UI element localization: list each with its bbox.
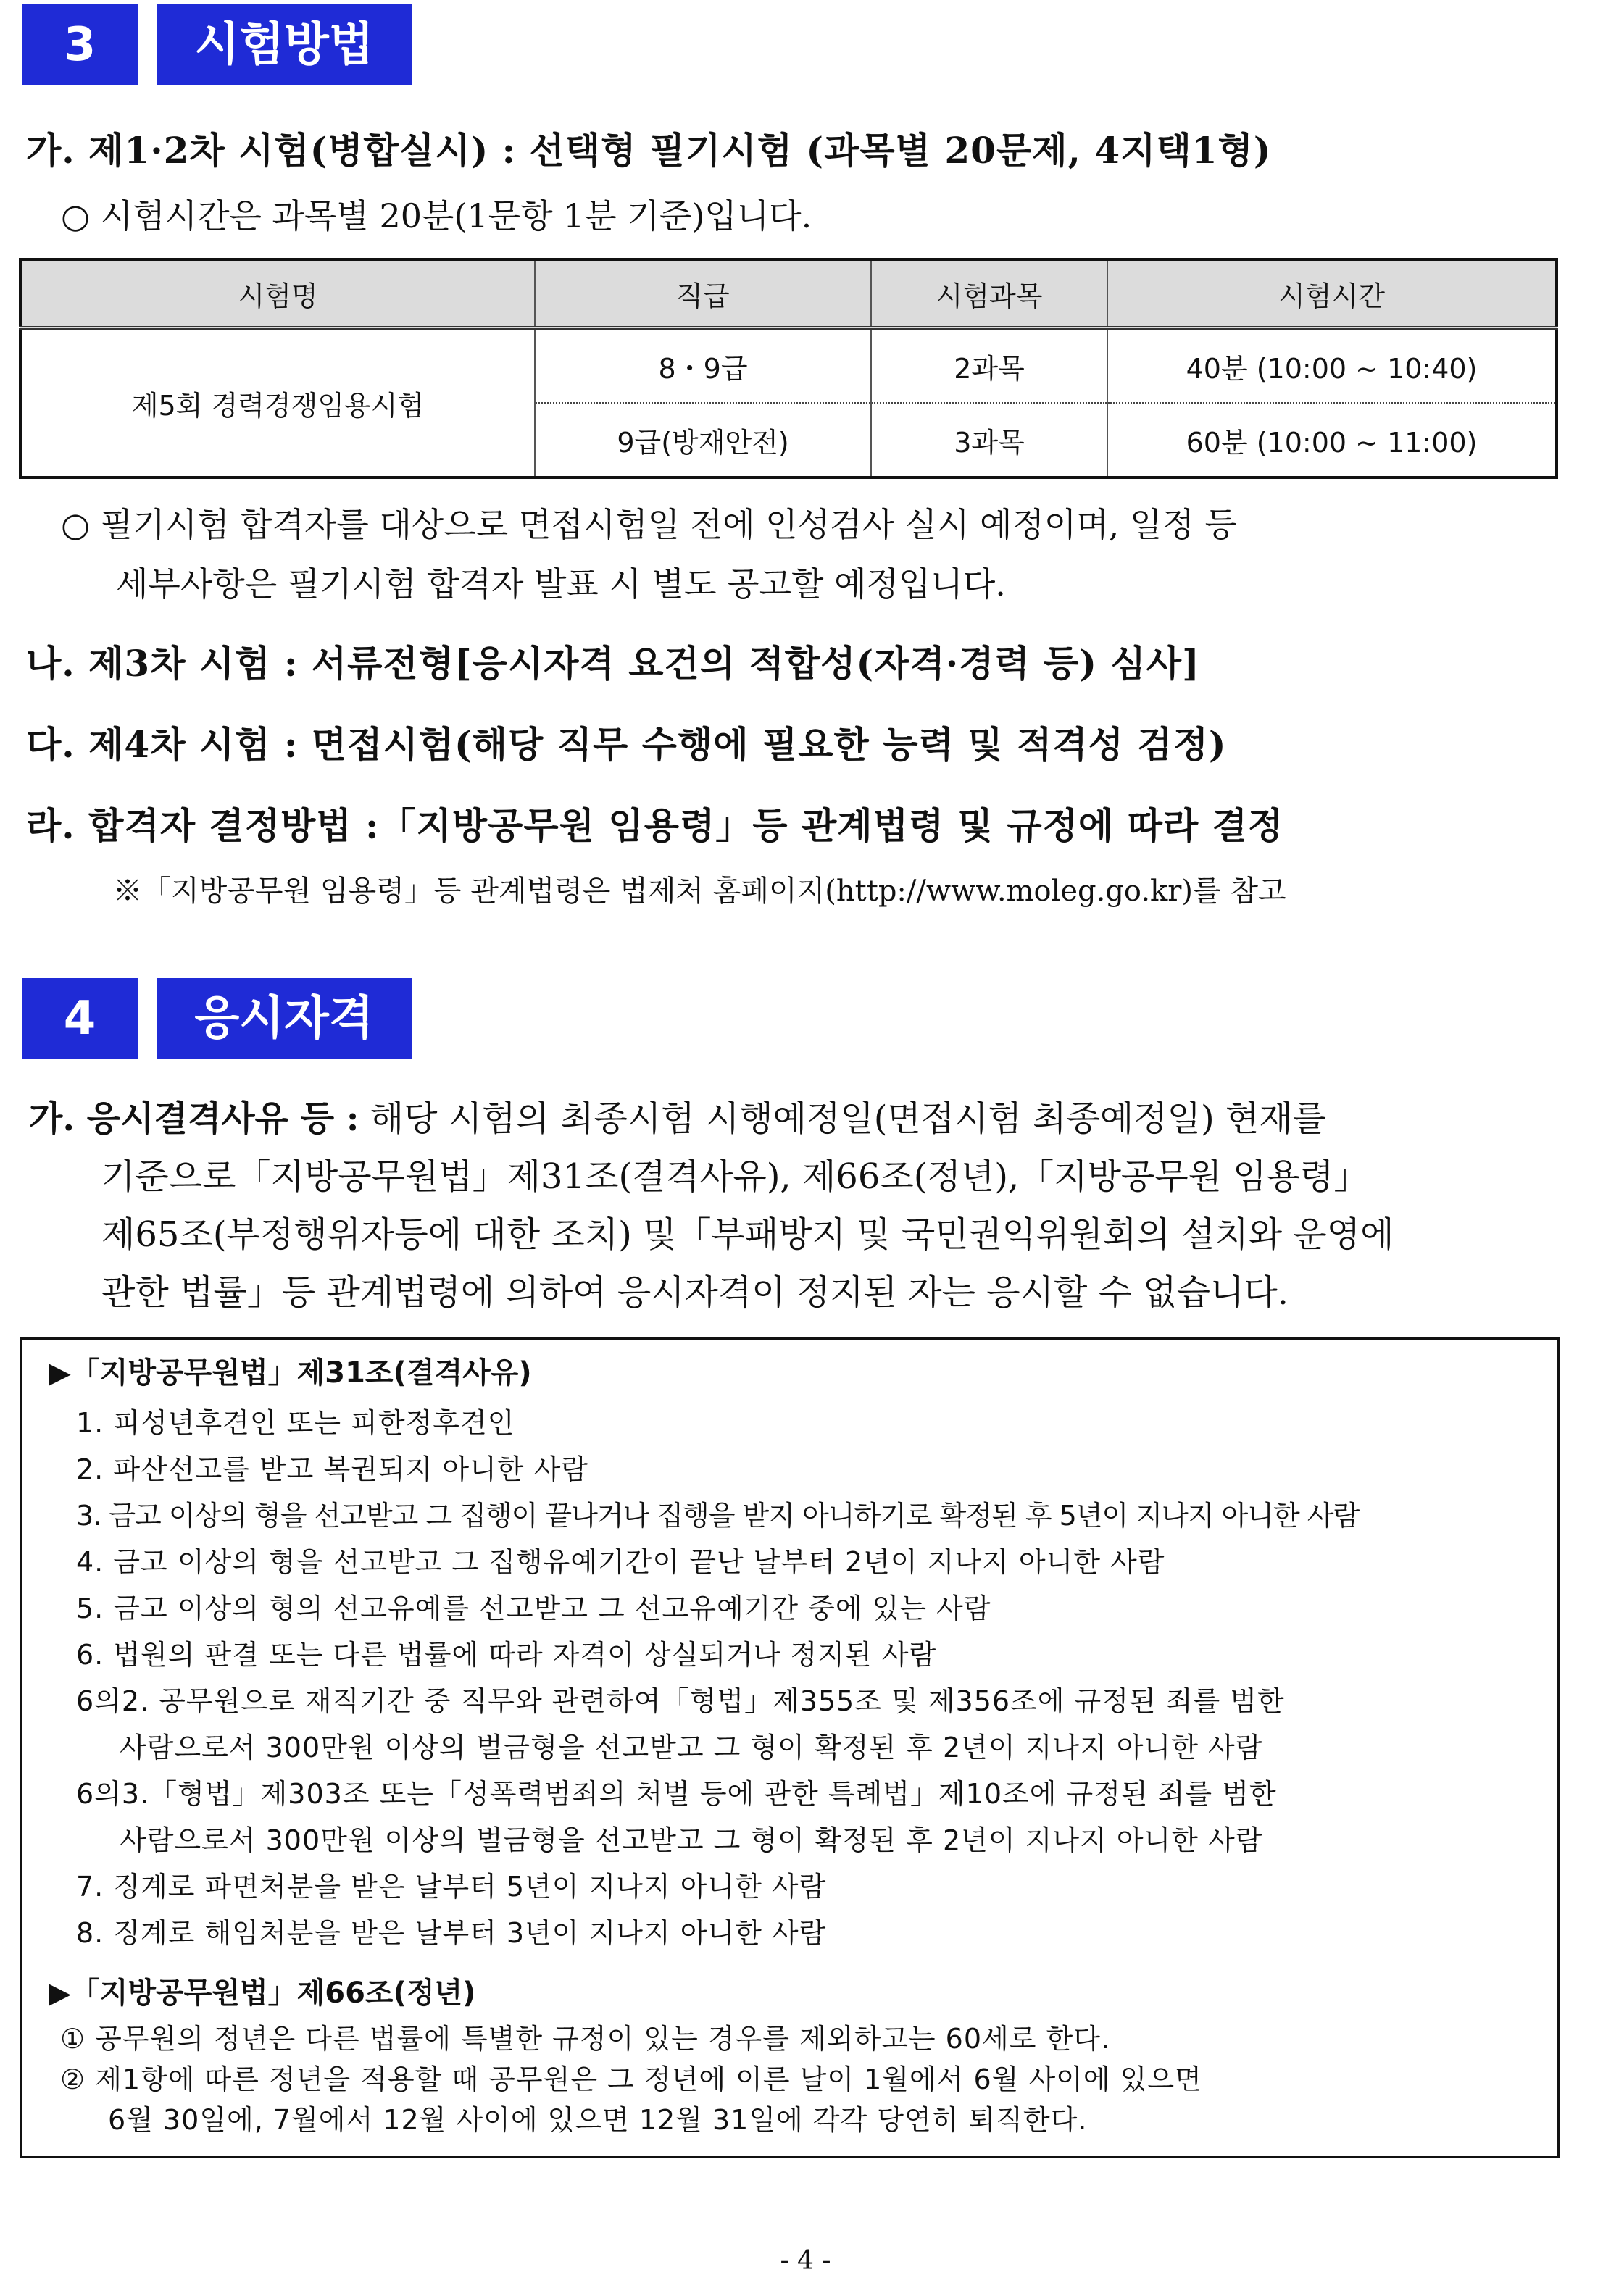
section-number: 4 [22,978,138,1059]
time-cell: 60분 (10:00 ~ 11:00) [1107,403,1557,477]
law-excerpt-box [20,1337,1560,2158]
paragraph-line: 해당 시험의 최종시험 시행예정일(면접시험 최종예정일) 현재를 [359,1098,1327,1139]
exam-time-bullet: ○ 시험시간은 과목별 20분(1문항 1분 기준)입니다. [61,196,812,235]
exam-schedule-table [19,258,1558,479]
table-header-row [20,259,1557,328]
law66-item: 6월 30일에, 7월에서 12월 사이에 있으면 12월 31일에 각각 당연히 퇴직한다. [108,2104,1088,2136]
law31-title: ▶「지방공무원법」제31조(결격사유) [49,1356,532,1390]
disqualification-paragraph [29,1090,1565,1322]
grade-cell: 9급(방재안전) [535,403,871,477]
law31-item: 8. 징계로 해임처분을 받은 날부터 3년이 지나지 아니한 사람 [76,1917,827,1949]
paragraph-label: 가. 응시결격사유 등 : [29,1098,359,1139]
law31-item: 6. 법원의 판결 또는 다른 법률에 따라 자격이 상실되거나 정지된 사람 [76,1639,937,1671]
heading-exam-3: 나. 제3차 시험 : 서류전형[응시자격 요건의 적합성(자격·경력 등) 심사] [26,642,1200,685]
page-number: - 4 - [780,2246,831,2276]
paragraph-line: 기준으로「지방공무원법」제31조(결격사유), 제66조(정년),「지방공무원 임용령」 [101,1156,1369,1197]
law31-item: 2. 파산선고를 받고 복권되지 아니한 사람 [76,1453,588,1485]
heading-exam-4: 다. 제4차 시험 : 면접시험(해당 직무 수행에 필요한 능력 및 적격성 검정) [26,723,1227,766]
law66-title: ▶「지방공무원법」제66조(정년) [49,1976,476,2010]
time-cell: 40분 (10:00 ~ 10:40) [1107,328,1557,404]
notice-bullet-line-1: ○ 필기시험 합격자를 대상으로 면접시험일 전에 인성검사 실시 예정이며, 일정 등 [61,505,1237,544]
heading-pass-decision: 라. 합격자 결정방법 :「지방공무원 임용령」등 관계법령 및 규정에 따라 결정 [26,804,1284,847]
col-exam-name: 시험명 [20,259,535,328]
section-number: 3 [22,4,138,85]
subjects-cell: 3과목 [871,403,1107,477]
col-subjects: 시험과목 [871,259,1107,328]
law31-item: 3. 금고 이상의 형을 선고받고 그 집행이 끝나거나 집행을 받지 아니하기로 확정된 후 5년이 지나지 아니한 사람 [76,1500,1360,1532]
law31-item: 5. 금고 이상의 형의 선고유예를 선고받고 그 선고유예기간 중에 있는 사람 [76,1592,991,1624]
subjects-cell: 2과목 [871,328,1107,404]
reference-note: ※「지방공무원 임용령」등 관계법령은 법제처 홈페이지(http://www.moleg.go.kr)를 참고 [113,874,1286,908]
law66-item: ② 제1항에 따른 정년을 적용할 때 공무원은 그 정년에 이른 날이 1월에서 6월 사이에 있으면 [60,2063,1202,2095]
section-title: 응시자격 [157,978,412,1059]
section-title: 시험방법 [157,4,412,85]
law31-item: 6의3.「형법」제303조 또는「성폭력범죄의 처벌 등에 관한 특례법」제10조에 규정된 죄를 범한 [76,1778,1277,1810]
law31-item: 사람으로서 300만원 이상의 벌금형을 선고받고 그 형이 확정된 후 2년이 지나지 아니한 사람 [120,1824,1263,1856]
law66-item: ① 공무원의 정년은 다른 법률에 특별한 규정이 있는 경우를 제외하고는 60세로 한다. [60,2023,1111,2055]
heading-exam-1-2: 가. 제1·2차 시험(병합실시) : 선택형 필기시험 (과목별 20문제, 4지택1형) [26,129,1272,172]
col-grade: 직급 [535,259,871,328]
paragraph-line: 관한 법률」등 관계법령에 의하여 응시자격이 정지된 자는 응시할 수 없습니다. [101,1272,1289,1313]
law31-item: 6의2. 공무원으로 재직기간 중 직무와 관련하여「형법」제355조 및 제356조에 규정된 죄를 범한 [76,1685,1285,1717]
law31-item: 사람으로서 300만원 이상의 벌금형을 선고받고 그 형이 확정된 후 2년이 지나지 아니한 사람 [120,1732,1263,1763]
law31-item: 4. 금고 이상의 형을 선고받고 그 집행유예기간이 끝난 날부터 2년이 지나지 아니한 사람 [76,1546,1165,1578]
grade-cell: 8・9급 [535,328,871,404]
law31-item: 7. 징계로 파면처분을 받은 날부터 5년이 지나지 아니한 사람 [76,1871,827,1903]
law31-item: 1. 피성년후견인 또는 피한정후견인 [76,1407,515,1439]
col-exam-time: 시험시간 [1107,259,1557,328]
table-row [20,328,1557,404]
exam-name-cell: 제5회 경력경쟁임용시험 [131,389,425,422]
notice-bullet-line-2: 세부사항은 필기시험 합격자 발표 시 별도 공고할 예정입니다. [116,564,1006,604]
paragraph-line: 제65조(부정행위자등에 대한 조치) 및「부패방지 및 국민권익위원회의 설치와 운영에 [101,1214,1394,1255]
